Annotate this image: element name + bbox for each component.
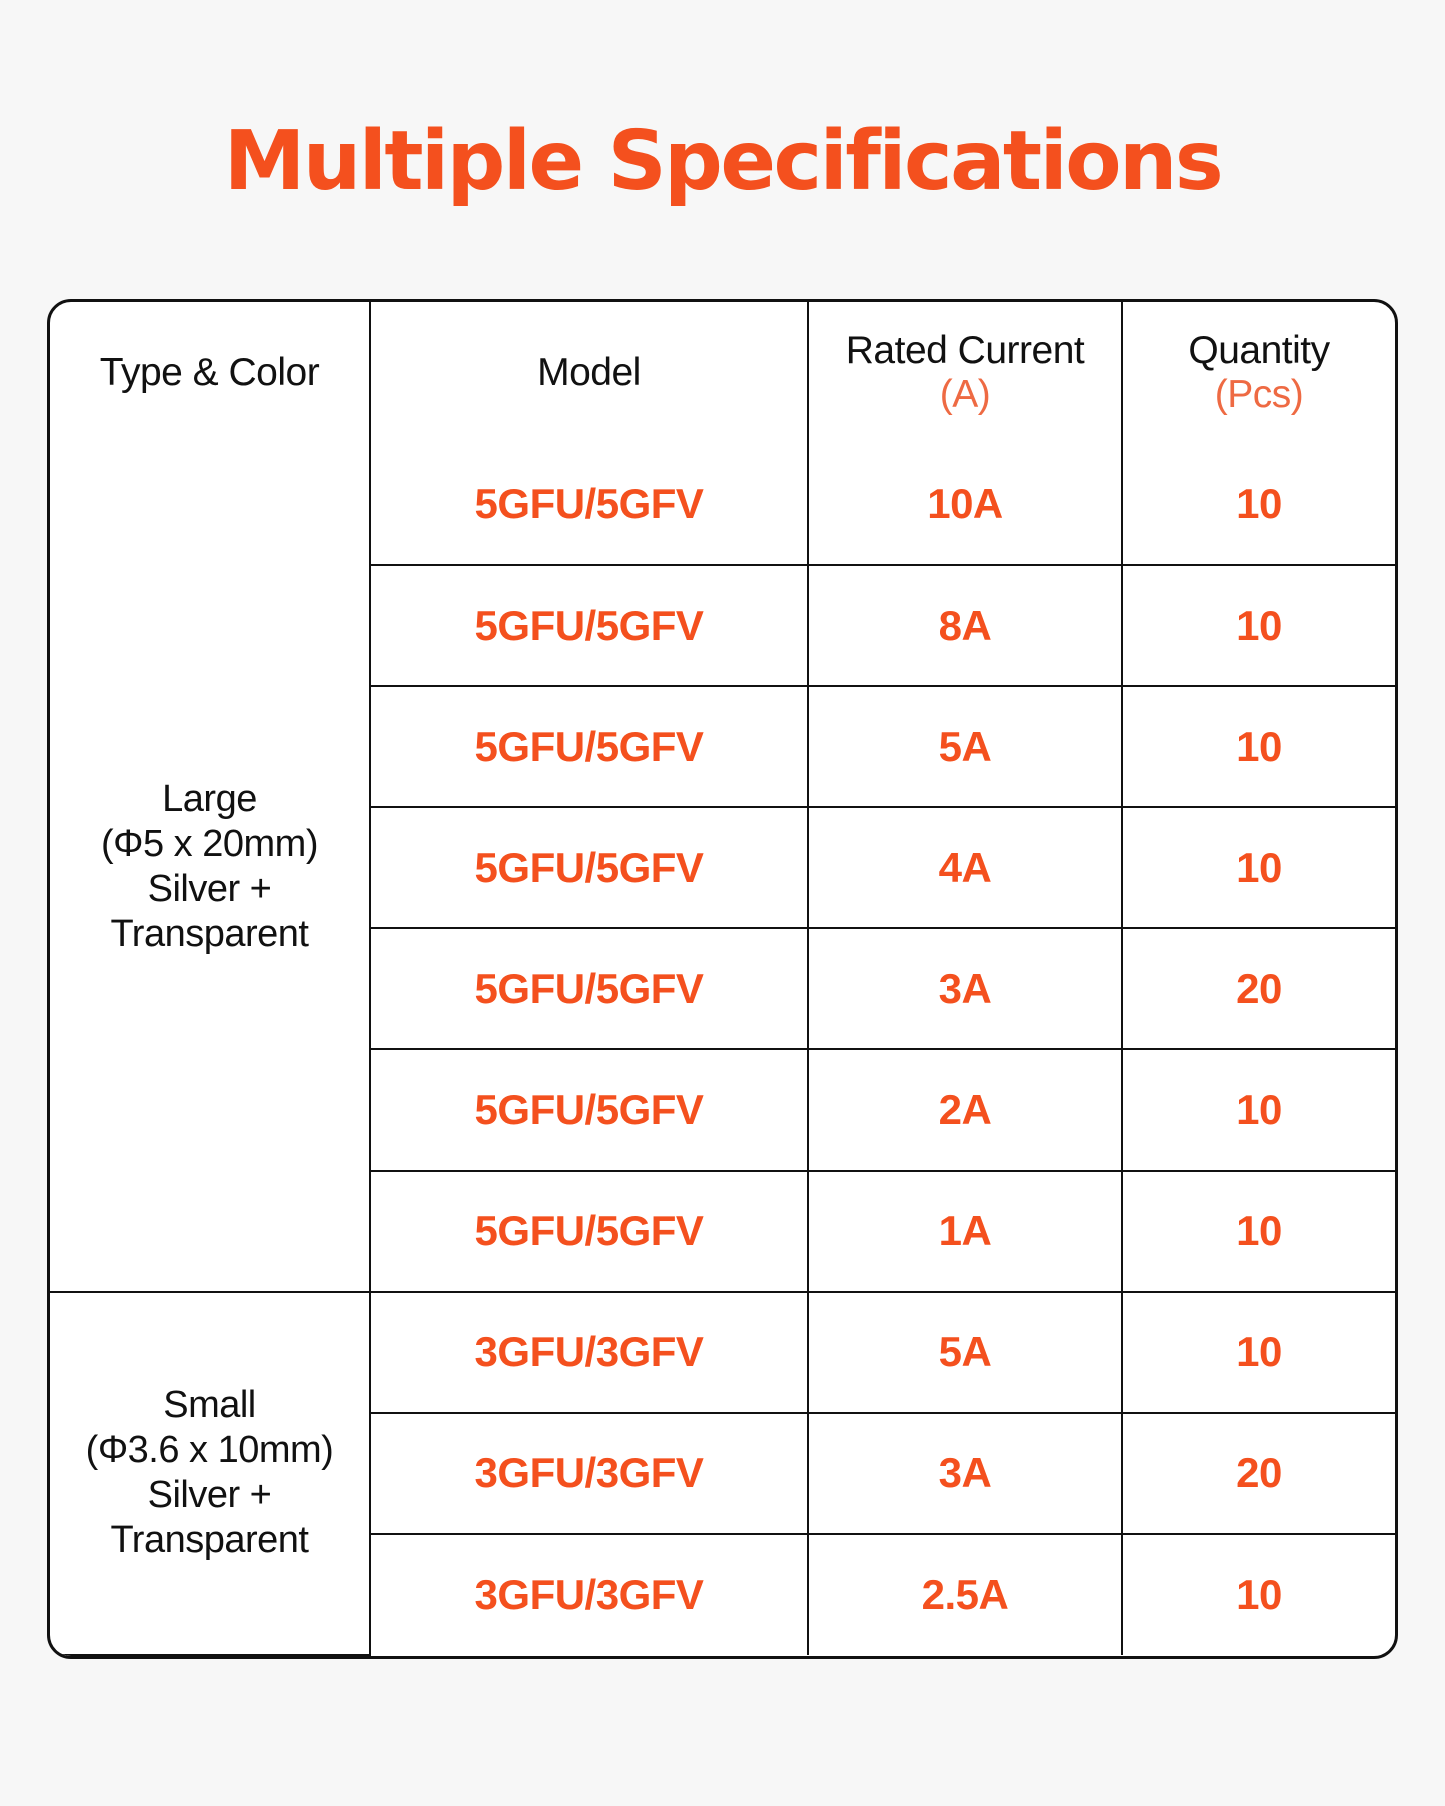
current-cell: 5A: [808, 1292, 1122, 1413]
current-cell: 2A: [808, 1049, 1122, 1170]
header-row: [50, 302, 1395, 444]
current-cell: 3A: [808, 1413, 1122, 1534]
quantity-cell: 10: [1122, 1049, 1395, 1170]
group-line: Transparent: [110, 1519, 309, 1562]
spec-table-container: [47, 299, 1398, 1659]
current-cell: 3A: [808, 928, 1122, 1049]
model-cell: 5GFU/5GFV: [370, 807, 808, 928]
group-line: Small: [163, 1384, 256, 1427]
quantity-cell: 10: [1122, 1292, 1395, 1413]
quantity-cell: 10: [1122, 686, 1395, 807]
group-cell-large: [50, 444, 370, 1292]
header-type-color-label: Type & Color: [99, 351, 320, 394]
header-type-color: [50, 302, 370, 444]
group-cell-small: [50, 1292, 370, 1655]
model-cell: 3GFU/3GFV: [370, 1534, 808, 1655]
group-line: (Φ3.6 x 10mm): [85, 1429, 334, 1472]
quantity-cell: 10: [1122, 444, 1395, 565]
current-cell: 5A: [808, 686, 1122, 807]
group-line: (Φ5 x 20mm): [101, 823, 318, 866]
current-cell: 4A: [808, 807, 1122, 928]
table-row: [50, 444, 1395, 565]
header-rated-current-unit: (A): [939, 373, 991, 416]
page-title: Multiple Specifications: [223, 114, 1222, 209]
group-line: Silver +: [147, 868, 272, 911]
current-cell: 2.5A: [808, 1534, 1122, 1655]
table-row: [50, 1292, 1395, 1413]
group-line: Silver +: [147, 1474, 272, 1517]
spec-table: [50, 302, 1395, 1656]
model-cell: 5GFU/5GFV: [370, 1171, 808, 1292]
quantity-cell: 10: [1122, 565, 1395, 686]
group-line: Transparent: [110, 913, 309, 956]
quantity-cell: 10: [1122, 807, 1395, 928]
quantity-cell: 10: [1236, 1570, 1282, 1618]
group-line: Large: [162, 778, 257, 821]
model-cell: 5GFU/5GFV: [370, 686, 808, 807]
current-cell: 10A: [808, 444, 1122, 565]
model-cell: 5GFU/5GFV: [370, 444, 808, 565]
header-rated-current-label: Rated Current: [845, 329, 1085, 372]
header-quantity: [1122, 302, 1395, 444]
model-cell: 3GFU/3GFV: [370, 1292, 808, 1413]
header-rated-current: [808, 302, 1122, 444]
model-cell: 3GFU/3GFV: [370, 1413, 808, 1534]
model-cell: 5GFU/5GFV: [370, 565, 808, 686]
model-cell: 5GFU/5GFV: [370, 1049, 808, 1170]
header-model: [370, 302, 808, 444]
current-cell: 1A: [808, 1171, 1122, 1292]
current-cell: 8A: [808, 565, 1122, 686]
model-cell: 5GFU/5GFV: [370, 928, 808, 1049]
header-model-label: Model: [537, 351, 641, 394]
quantity-cell: 10: [1122, 1171, 1395, 1292]
quantity-cell: 20: [1122, 1413, 1395, 1534]
quantity-cell: 20: [1122, 928, 1395, 1049]
header-quantity-unit: (Pcs): [1214, 373, 1304, 416]
header-quantity-label: Quantity: [1188, 329, 1330, 372]
